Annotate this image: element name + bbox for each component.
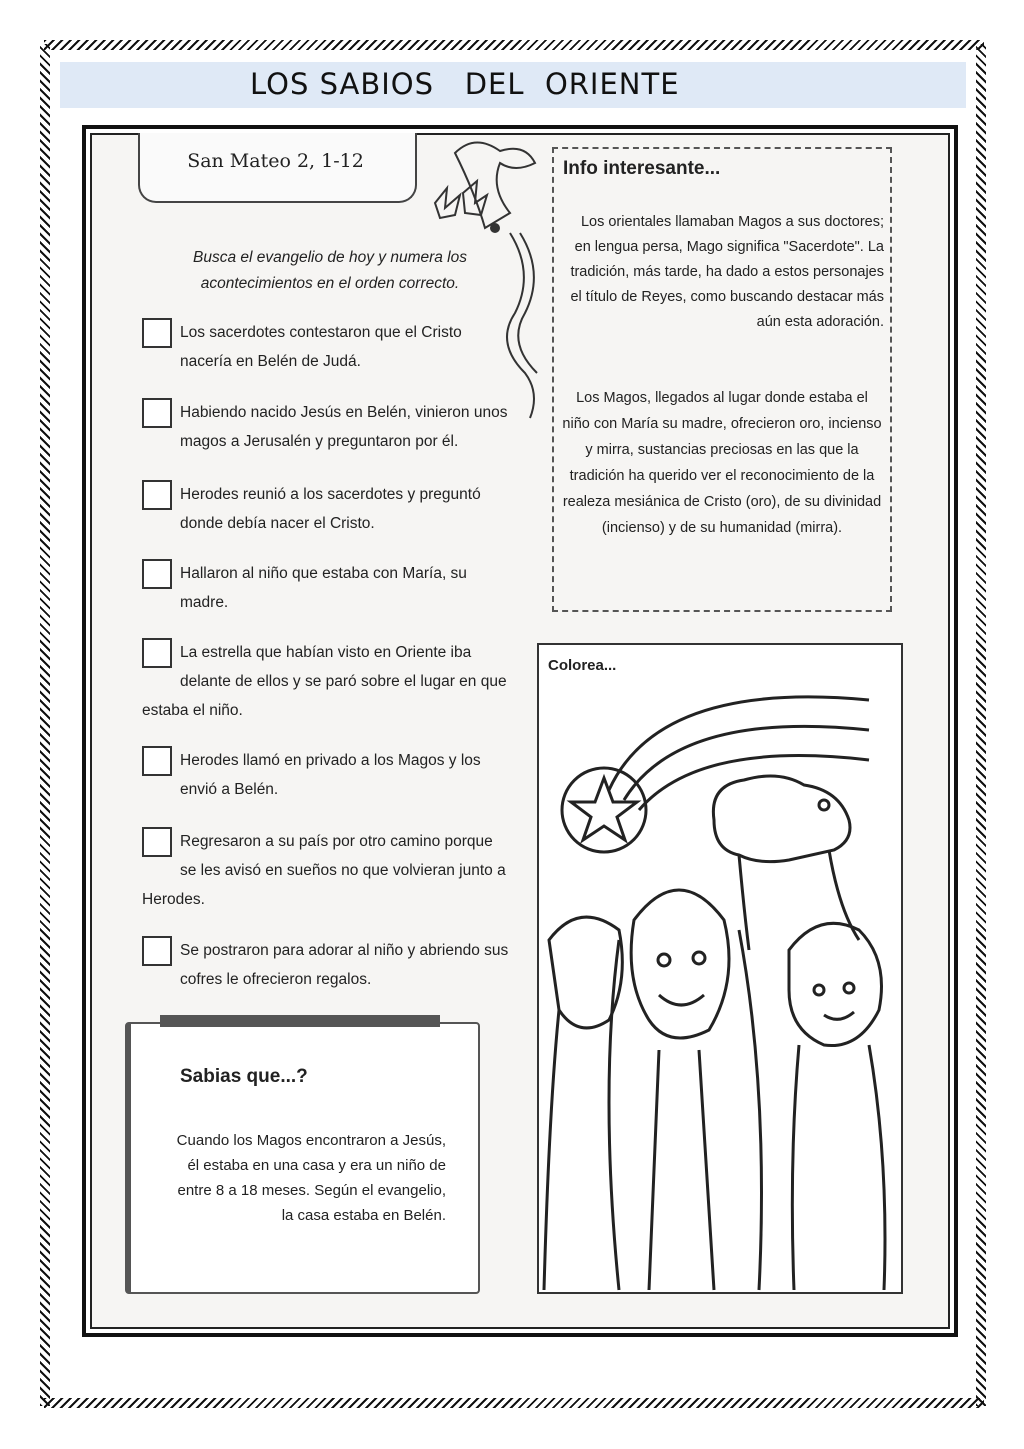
event-text: Habiendo nacido Jesús en Belén, vinieron unos magos a Jerusalén y preguntaron por él.	[180, 404, 508, 450]
info-heading: Info interesante...	[563, 158, 721, 179]
event-text: Regresaron a su país por otro camino porque se les avisó en sueños no que volvieran junto a Herodes.	[142, 833, 506, 908]
number-box[interactable]	[142, 638, 172, 668]
page-border-left	[40, 44, 50, 1406]
event-text: Hallaron al niño que estaba con María, su madre.	[180, 565, 467, 611]
event-item	[142, 746, 512, 804]
sabias-que-heading: Sabias que...?	[180, 1066, 308, 1087]
event-item	[142, 827, 512, 914]
number-box[interactable]	[142, 746, 172, 776]
magi-coloring-illustration	[539, 690, 901, 1292]
gospel-reference: San Mateo 2, 1-12	[187, 150, 364, 172]
page-title: LOS SABIOS DEL ORIENTE	[250, 67, 680, 101]
event-item	[142, 398, 512, 456]
number-box[interactable]	[142, 398, 172, 428]
number-box[interactable]	[142, 480, 172, 510]
page-border-bottom	[44, 1398, 984, 1408]
sabias-que-text: Cuando los Magos encontraron a Jesús, él estaba en una casa y era un niño de entre 8 a 18 meses. Según el evangelio, la casa estaba en Belén.	[176, 1132, 446, 1224]
event-item	[142, 936, 512, 994]
event-item	[142, 318, 512, 376]
number-box[interactable]	[142, 936, 172, 966]
coloring-heading: Colorea...	[548, 657, 617, 674]
info-paragraph-1: Los orientales llamaban Magos a sus doctores; en lengua persa, Mago significa "Sacerdote". La tradición, más tarde, ha dado a estos personajes el título de Reyes, como buscando destacar más aún esta adoración.	[570, 214, 884, 330]
number-box[interactable]	[142, 559, 172, 589]
sabias-que-tab	[160, 1015, 440, 1027]
info-paragraph-2: Los Magos, llegados al lugar donde estaba el niño con María su madre, ofrecieron oro, incienso y mirra, sustancias preciosas en las que la tradición ha querido ver el reconocimiento de la realeza mesiánica de Cristo (oro), de su divinidad (incienso) y de su humanidad (mirra).	[562, 390, 882, 536]
instructions: Busca el evangelio de hoy y numera los acontecimientos en el orden correcto.	[193, 249, 467, 292]
event-text: Los sacerdotes contestaron que el Cristo nacería en Belén de Judá.	[180, 324, 462, 370]
event-text: Herodes llamó en privado a los Magos y los envió a Belén.	[180, 752, 481, 798]
event-text: Se postraron para adorar al niño y abriendo sus cofres le ofrecieron regalos.	[180, 942, 509, 988]
number-box[interactable]	[142, 827, 172, 857]
page-border-right	[976, 44, 986, 1406]
event-item	[142, 638, 512, 725]
event-text: La estrella que habían visto en Oriente iba delante de ellos y se paró sobre el lugar en que estaba el niño.	[142, 644, 507, 719]
event-item	[142, 559, 512, 617]
event-text: Herodes reunió a los sacerdotes y preguntó donde debía nacer el Cristo.	[180, 486, 481, 532]
number-box[interactable]	[142, 318, 172, 348]
event-item	[142, 480, 512, 538]
page-border-top	[44, 40, 984, 50]
